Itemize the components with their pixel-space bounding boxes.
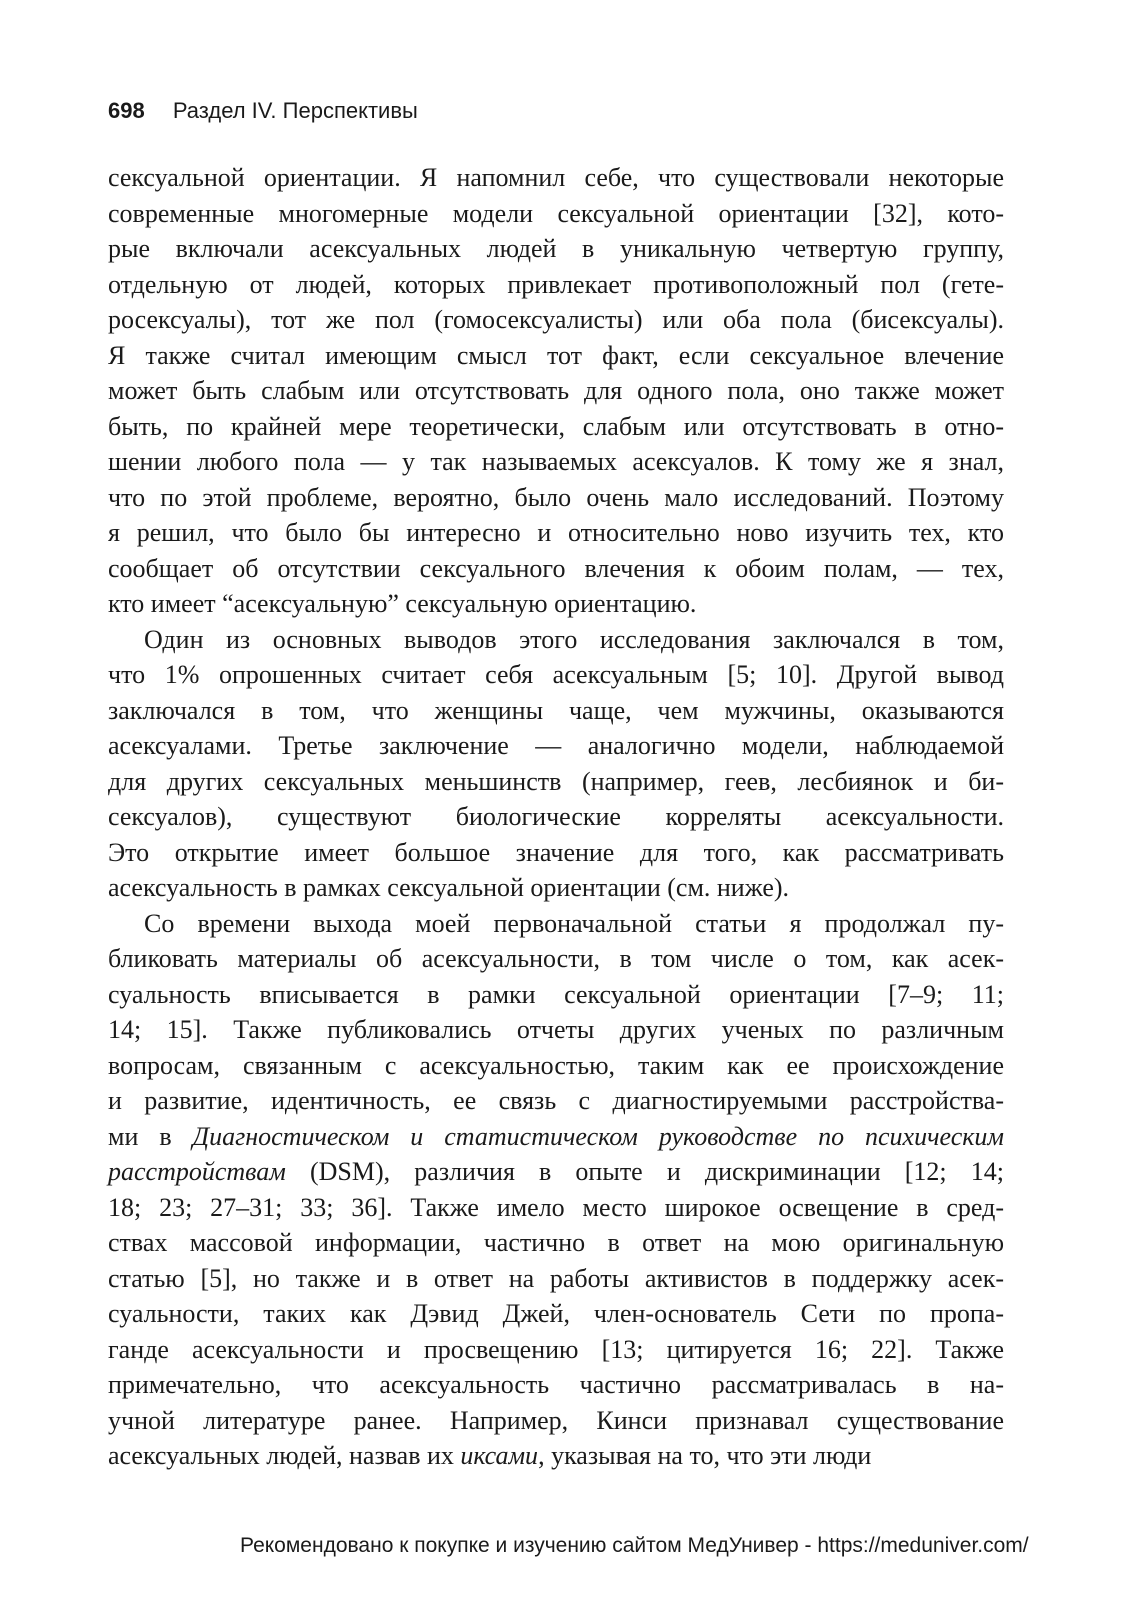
text-line bbox=[108, 1119, 1004, 1155]
text-line bbox=[108, 1154, 1004, 1190]
text-segment: 14; 15]. Также публиковались отчеты других ученых по различным bbox=[108, 1015, 1004, 1044]
text-segment: и развитие, идентичность, ее связь с диагностируемыми расстройства- bbox=[108, 1086, 1004, 1115]
footer-note: Рекомендовано к покупке и изучению сайтом МедУнивер - https://meduniver.com/ bbox=[240, 1534, 1029, 1557]
text-line bbox=[108, 586, 1004, 622]
text-line bbox=[108, 1332, 1004, 1368]
paragraph bbox=[108, 622, 1004, 906]
text-segment: асексуалами. Третье заключение — аналогично модели, наблюдаемой bbox=[108, 731, 1004, 760]
text-segment: Со времени выхода моей первоначальной статьи я продолжал пу- bbox=[144, 908, 1004, 938]
text-line bbox=[108, 1367, 1004, 1403]
text-segment: что по этой проблеме, вероятно, было очень мало исследований. Поэтому bbox=[108, 482, 1004, 512]
text-line bbox=[108, 835, 1004, 871]
text-segment: отдельную от людей, которых привлекает противоположный пол (гете- bbox=[108, 269, 1004, 299]
text-segment: современные многомерные модели сексуальной ориентации [32], кото- bbox=[108, 198, 1004, 228]
text-line bbox=[108, 870, 1004, 906]
text-segment: сексуальной ориентации. Я напомнил себе, что существовали некоторые bbox=[108, 163, 1004, 192]
text-line bbox=[108, 444, 1004, 480]
italic-text: расстройствам bbox=[108, 1157, 286, 1186]
text-line bbox=[108, 622, 1004, 658]
text-segment: сообщает об отсутствии сексуального влечения к обоим полам, — тех, bbox=[108, 553, 1004, 583]
paragraph bbox=[108, 160, 1004, 622]
text-segment: Я также считал имеющим смысл тот факт, если сексуальное влечение bbox=[108, 340, 1004, 370]
text-line bbox=[108, 1403, 1004, 1439]
text-segment: ствах массовой информации, частично в ответ на мою оригинальную bbox=[108, 1228, 1004, 1257]
text-segment: асексуальность в рамках сексуальной ориентации (см. ниже). bbox=[108, 873, 790, 902]
paragraph bbox=[108, 906, 1004, 1474]
text-line bbox=[108, 338, 1004, 374]
page-number: 698 bbox=[108, 98, 145, 123]
italic-text: Диагностическом и статистическом руководстве по психическим bbox=[192, 1121, 1004, 1151]
text-line bbox=[108, 1190, 1004, 1226]
text-line bbox=[108, 551, 1004, 587]
text-line bbox=[108, 1296, 1004, 1332]
text-segment: кто имеет “асексуальную” сексуальную ориентацию. bbox=[108, 589, 697, 618]
text-line bbox=[108, 231, 1004, 267]
text-line bbox=[108, 728, 1004, 764]
text-segment: , указывая на то, что эти люди bbox=[538, 1441, 872, 1470]
text-segment: сексуалов), существуют биологические корреляты асексуальности. bbox=[108, 802, 1004, 831]
text-line bbox=[108, 941, 1004, 977]
text-segment: (DSM), различия в опыте и дискриминации [12; 14; bbox=[285, 1157, 1004, 1186]
text-line bbox=[108, 196, 1004, 232]
text-line bbox=[108, 515, 1004, 551]
text-segment: суальности, таких как Дэвид Джей, член-основатель Сети по пропа- bbox=[108, 1299, 1004, 1328]
text-segment: может быть слабым или отсутствовать для одного пола, оно также может bbox=[108, 376, 1004, 405]
section-title: Раздел IV. Перспективы bbox=[172, 98, 418, 123]
text-segment: Это открытие имеет большое значение для того, как рассматривать bbox=[108, 837, 1004, 867]
text-line bbox=[108, 160, 1004, 196]
page-header bbox=[108, 98, 418, 124]
text-segment: заключался в том, что женщины чаще, чем мужчины, оказываются bbox=[108, 695, 1004, 725]
text-segment: суальность вписывается в рамки сексуальной ориентации [7–9; 11; bbox=[108, 979, 1004, 1009]
italic-text: иксами bbox=[460, 1441, 539, 1470]
text-line bbox=[108, 693, 1004, 729]
text-segment: рые включали асексуальных людей в уникальную четвертую группу, bbox=[108, 234, 1004, 263]
text-line bbox=[108, 1048, 1004, 1084]
text-segment: статью [5], но также и в ответ на работы активистов в поддержку асек- bbox=[108, 1263, 1004, 1293]
text-segment: 18; 23; 27–31; 33; 36]. Также имело место широкое освещение в сред- bbox=[108, 1192, 1004, 1222]
text-segment: асексуальных людей, назвав их bbox=[108, 1441, 461, 1470]
text-line bbox=[108, 1012, 1004, 1048]
text-segment: примечательно, что асексуальность частично рассматривалась в на- bbox=[108, 1370, 1004, 1399]
text-segment: ми в bbox=[108, 1121, 193, 1151]
text-segment: Один из основных выводов этого исследования заключался в том, bbox=[144, 624, 1004, 654]
text-line bbox=[108, 480, 1004, 516]
text-line bbox=[108, 799, 1004, 835]
text-line bbox=[108, 977, 1004, 1013]
text-line bbox=[108, 764, 1004, 800]
text-line bbox=[108, 1225, 1004, 1261]
text-segment: росексуалы), тот же пол (гомосексуалисты) или оба пола (бисексуалы). bbox=[108, 305, 1004, 334]
text-segment: учной литературе ранее. Например, Кинси признавал существование bbox=[108, 1405, 1004, 1435]
text-segment: бликовать материалы об асексуальности, в том числе о том, как асек- bbox=[108, 944, 1004, 973]
body-text bbox=[108, 160, 1004, 1474]
text-line bbox=[108, 1438, 1004, 1474]
text-line bbox=[108, 267, 1004, 303]
text-line bbox=[108, 373, 1004, 409]
text-line bbox=[108, 409, 1004, 445]
text-segment: для других сексуальных меньшинств (например, геев, лесбиянок и би- bbox=[108, 766, 1004, 796]
text-segment: что 1% опрошенных считает себя асексуальным [5; 10]. Другой вывод bbox=[108, 660, 1004, 689]
text-segment: вопросам, связанным с асексуальностью, таким как ее происхождение bbox=[108, 1050, 1004, 1080]
text-line bbox=[108, 906, 1004, 942]
text-segment: быть, по крайней мере теоретически, слабым или отсутствовать в отно- bbox=[108, 411, 1004, 441]
text-line bbox=[108, 1083, 1004, 1119]
text-line bbox=[108, 657, 1004, 693]
text-line bbox=[108, 1261, 1004, 1297]
text-segment: я решил, что было бы интересно и относительно ново изучить тех, кто bbox=[108, 518, 1004, 547]
text-segment: шении любого пола — у так называемых асексуалов. К тому же я знал, bbox=[108, 447, 1004, 476]
text-line bbox=[108, 302, 1004, 338]
text-segment: ганде асексуальности и просвещению [13; цитируется 16; 22]. Также bbox=[108, 1334, 1004, 1364]
